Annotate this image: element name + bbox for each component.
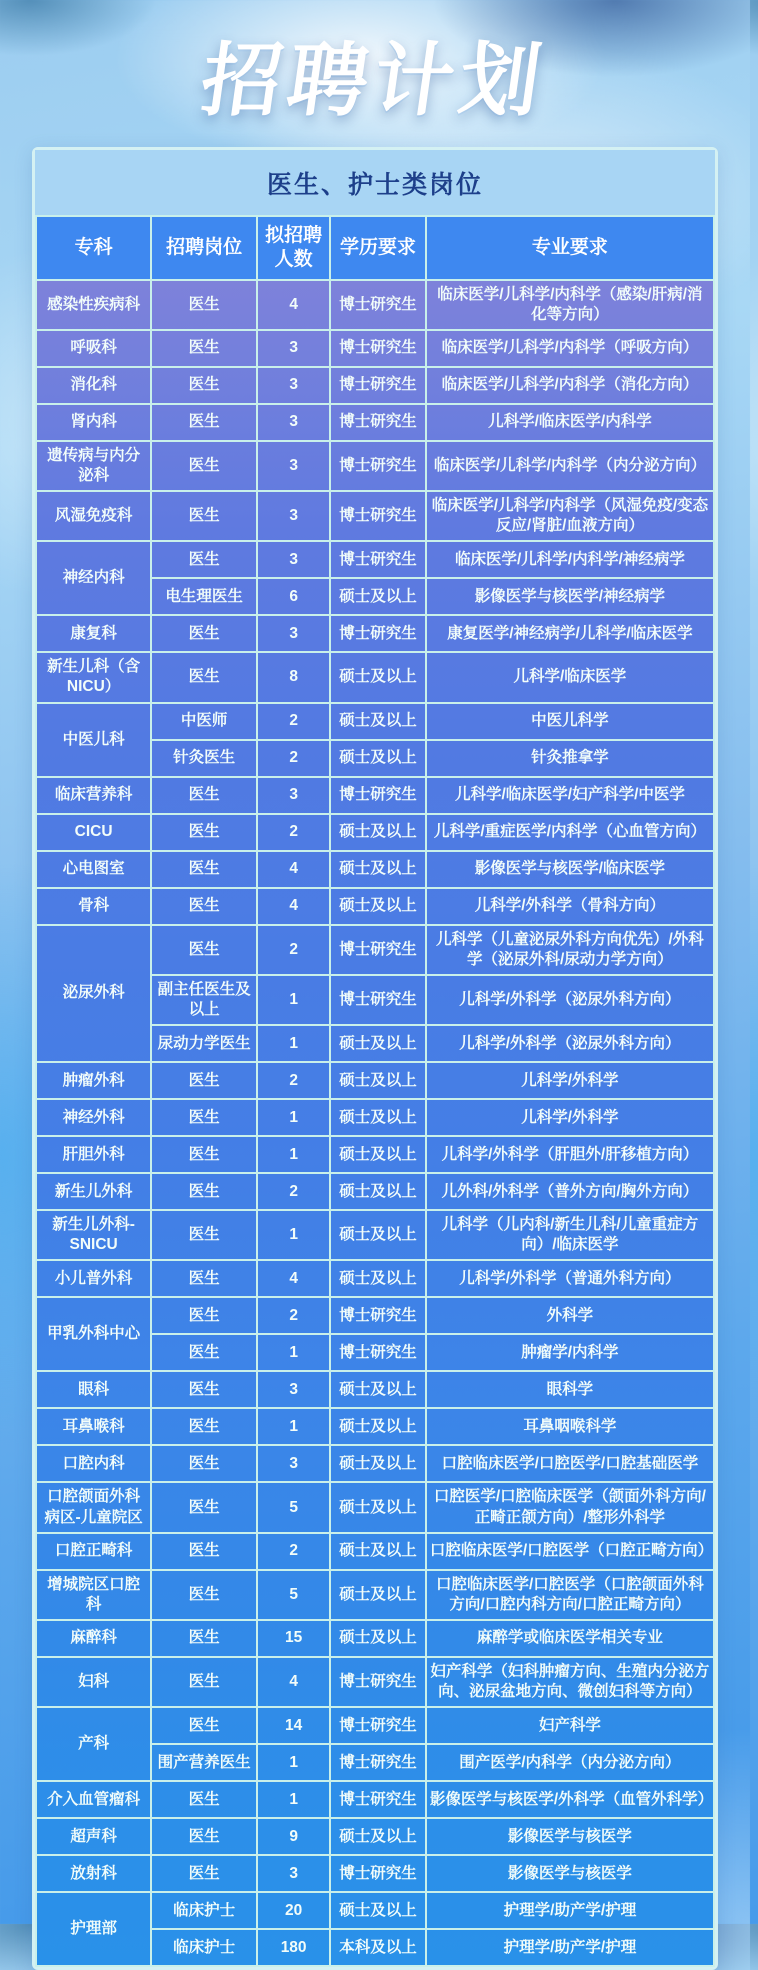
count-cell: 1 xyxy=(257,1408,330,1445)
education-cell: 博士研究生 xyxy=(330,367,426,404)
count-cell: 2 xyxy=(257,1533,330,1570)
education-cell: 博士研究生 xyxy=(330,441,426,491)
table-row xyxy=(36,851,714,888)
major-cell: 临床医学/儿科学/内科学（呼吸方向） xyxy=(426,330,714,367)
position-cell: 医生 xyxy=(151,1334,257,1371)
count-cell: 2 xyxy=(257,703,330,740)
count-cell: 3 xyxy=(257,491,330,541)
specialty-cell: 呼吸科 xyxy=(36,330,151,367)
position-cell: 临床护士 xyxy=(151,1929,257,1966)
major-cell: 口腔临床医学/口腔医学（口腔颌面外科方向/口腔内科方向/口腔正畸方向） xyxy=(426,1570,714,1620)
specialty-cell: 肝胆外科 xyxy=(36,1136,151,1173)
count-cell: 20 xyxy=(257,1892,330,1929)
position-cell: 医生 xyxy=(151,441,257,491)
specialty-cell: 眼科 xyxy=(36,1371,151,1408)
education-cell: 博士研究生 xyxy=(330,925,426,975)
education-cell: 博士研究生 xyxy=(330,541,426,578)
specialty-cell: 耳鼻喉科 xyxy=(36,1408,151,1445)
count-cell: 4 xyxy=(257,1657,330,1707)
education-cell: 硕士及以上 xyxy=(330,703,426,740)
position-cell: 医生 xyxy=(151,1099,257,1136)
specialty-cell: 新生儿科（含NICU） xyxy=(36,652,151,702)
count-cell: 3 xyxy=(257,1445,330,1482)
header-specialty: 专科 xyxy=(36,216,151,280)
table-row xyxy=(36,1855,714,1892)
education-cell: 博士研究生 xyxy=(330,330,426,367)
specialty-cell: 泌尿外科 xyxy=(36,925,151,1063)
table-row xyxy=(36,1260,714,1297)
education-cell: 硕士及以上 xyxy=(330,1260,426,1297)
table-row xyxy=(36,1818,714,1855)
position-cell: 医生 xyxy=(151,1657,257,1707)
position-cell: 医生 xyxy=(151,1062,257,1099)
count-cell: 3 xyxy=(257,404,330,441)
specialty-cell: 超声科 xyxy=(36,1818,151,1855)
specialty-cell: 麻醉科 xyxy=(36,1620,151,1657)
position-cell: 医生 xyxy=(151,888,257,925)
education-cell: 硕士及以上 xyxy=(330,1892,426,1929)
table-header xyxy=(36,216,714,280)
page-title xyxy=(0,16,758,131)
position-cell: 医生 xyxy=(151,777,257,814)
count-cell: 3 xyxy=(257,330,330,367)
major-cell: 影像医学与核医学/临床医学 xyxy=(426,851,714,888)
position-cell: 医生 xyxy=(151,1210,257,1260)
table-row xyxy=(36,1445,714,1482)
table-row xyxy=(36,1657,714,1707)
table-row xyxy=(36,541,714,578)
position-cell: 医生 xyxy=(151,1408,257,1445)
major-cell: 儿科学/临床医学/内科学 xyxy=(426,404,714,441)
count-cell: 15 xyxy=(257,1620,330,1657)
specialty-cell: 康复科 xyxy=(36,615,151,652)
major-cell: 眼科学 xyxy=(426,1371,714,1408)
major-cell: 护理学/助产学/护理 xyxy=(426,1929,714,1966)
major-cell: 麻醉学或临床医学相关专业 xyxy=(426,1620,714,1657)
count-cell: 1 xyxy=(257,975,330,1025)
table-row xyxy=(36,367,714,404)
table-row xyxy=(36,925,714,975)
major-cell: 儿科学/临床医学 xyxy=(426,652,714,702)
education-cell: 博士研究生 xyxy=(330,491,426,541)
position-cell: 医生 xyxy=(151,1620,257,1657)
count-cell: 3 xyxy=(257,367,330,404)
count-cell: 2 xyxy=(257,925,330,975)
major-cell: 儿科学/外科学（普通外科方向） xyxy=(426,1260,714,1297)
major-cell: 外科学 xyxy=(426,1297,714,1334)
recruitment-panel xyxy=(32,147,718,1970)
education-cell: 硕士及以上 xyxy=(330,1371,426,1408)
major-cell: 儿科学/临床医学/妇产科学/中医学 xyxy=(426,777,714,814)
count-cell: 2 xyxy=(257,1297,330,1334)
header-row xyxy=(36,216,714,280)
specialty-cell: 甲乳外科中心 xyxy=(36,1297,151,1371)
table-row xyxy=(36,888,714,925)
table-row xyxy=(36,1297,714,1334)
major-cell: 临床医学/儿科学/内科学（内分泌方向） xyxy=(426,441,714,491)
education-cell: 博士研究生 xyxy=(330,1657,426,1707)
education-cell: 博士研究生 xyxy=(330,280,426,330)
position-cell: 医生 xyxy=(151,1136,257,1173)
education-cell: 硕士及以上 xyxy=(330,652,426,702)
count-cell: 1 xyxy=(257,1099,330,1136)
education-cell: 博士研究生 xyxy=(330,1855,426,1892)
education-cell: 硕士及以上 xyxy=(330,888,426,925)
position-cell: 医生 xyxy=(151,851,257,888)
major-cell: 临床医学/儿科学/内科学（消化方向） xyxy=(426,367,714,404)
count-cell: 4 xyxy=(257,888,330,925)
count-cell: 2 xyxy=(257,1173,330,1210)
major-cell: 护理学/助产学/护理 xyxy=(426,1892,714,1929)
position-cell: 医生 xyxy=(151,330,257,367)
major-cell: 针灸推拿学 xyxy=(426,740,714,777)
education-cell: 硕士及以上 xyxy=(330,1408,426,1445)
count-cell: 1 xyxy=(257,1210,330,1260)
education-cell: 博士研究生 xyxy=(330,404,426,441)
position-cell: 医生 xyxy=(151,367,257,404)
specialty-cell: CICU xyxy=(36,814,151,851)
major-cell: 影像医学与核医学/神经病学 xyxy=(426,578,714,615)
position-cell: 医生 xyxy=(151,1781,257,1818)
count-cell: 3 xyxy=(257,777,330,814)
education-cell: 硕士及以上 xyxy=(330,814,426,851)
position-cell: 电生理医生 xyxy=(151,578,257,615)
header-position: 招聘岗位 xyxy=(151,216,257,280)
specialty-cell: 临床营养科 xyxy=(36,777,151,814)
table-row xyxy=(36,491,714,541)
education-cell: 硕士及以上 xyxy=(330,1173,426,1210)
table-row xyxy=(36,441,714,491)
table-row xyxy=(36,1062,714,1099)
page-title-text: 招聘计划 xyxy=(195,36,553,125)
recruitment-table xyxy=(35,215,715,1967)
major-cell: 口腔临床医学/口腔医学/口腔基础医学 xyxy=(426,1445,714,1482)
table-row xyxy=(36,1620,714,1657)
education-cell: 硕士及以上 xyxy=(330,1210,426,1260)
specialty-cell: 中医儿科 xyxy=(36,703,151,777)
count-cell: 5 xyxy=(257,1482,330,1532)
specialty-cell: 增城院区口腔科 xyxy=(36,1570,151,1620)
specialty-cell: 感染性疾病科 xyxy=(36,280,151,330)
major-cell: 围产医学/内科学（内分泌方向） xyxy=(426,1744,714,1781)
education-cell: 博士研究生 xyxy=(330,1297,426,1334)
specialty-cell: 产科 xyxy=(36,1707,151,1781)
education-cell: 硕士及以上 xyxy=(330,1136,426,1173)
count-cell: 1 xyxy=(257,1744,330,1781)
count-cell: 14 xyxy=(257,1707,330,1744)
major-cell: 儿科学/外科学（骨科方向） xyxy=(426,888,714,925)
specialty-cell: 口腔正畸科 xyxy=(36,1533,151,1570)
specialty-cell: 护理部 xyxy=(36,1892,151,1966)
major-cell: 妇产科学 xyxy=(426,1707,714,1744)
specialty-cell: 神经外科 xyxy=(36,1099,151,1136)
major-cell: 妇产科学（妇科肿瘤方向、生殖内分泌方向、泌尿盆地方向、微创妇科等方向） xyxy=(426,1657,714,1707)
count-cell: 4 xyxy=(257,1260,330,1297)
specialty-cell: 新生儿外科-SNICU xyxy=(36,1210,151,1260)
count-cell: 9 xyxy=(257,1818,330,1855)
position-cell: 临床护士 xyxy=(151,1892,257,1929)
specialty-cell: 消化科 xyxy=(36,367,151,404)
count-cell: 2 xyxy=(257,740,330,777)
specialty-cell: 遗传病与内分泌科 xyxy=(36,441,151,491)
count-cell: 4 xyxy=(257,280,330,330)
major-cell: 儿科学（儿内科/新生儿科/儿童重症方向）/临床医学 xyxy=(426,1210,714,1260)
position-cell: 医生 xyxy=(151,1445,257,1482)
education-cell: 本科及以上 xyxy=(330,1929,426,1966)
specialty-cell: 小儿普外科 xyxy=(36,1260,151,1297)
position-cell: 针灸医生 xyxy=(151,740,257,777)
count-cell: 3 xyxy=(257,615,330,652)
specialty-cell: 心电图室 xyxy=(36,851,151,888)
major-cell: 影像医学与核医学/外科学（血管外科学） xyxy=(426,1781,714,1818)
education-cell: 博士研究生 xyxy=(330,975,426,1025)
position-cell: 医生 xyxy=(151,1570,257,1620)
count-cell: 3 xyxy=(257,1855,330,1892)
specialty-cell: 口腔内科 xyxy=(36,1445,151,1482)
table-row xyxy=(36,1099,714,1136)
count-cell: 4 xyxy=(257,851,330,888)
specialty-cell: 肾内科 xyxy=(36,404,151,441)
position-cell: 医生 xyxy=(151,925,257,975)
table-row xyxy=(36,1570,714,1620)
count-cell: 8 xyxy=(257,652,330,702)
education-cell: 硕士及以上 xyxy=(330,851,426,888)
major-cell: 影像医学与核医学 xyxy=(426,1818,714,1855)
count-cell: 5 xyxy=(257,1570,330,1620)
table-body xyxy=(36,280,714,1967)
position-cell: 中医师 xyxy=(151,703,257,740)
position-cell: 尿动力学医生 xyxy=(151,1025,257,1062)
major-cell: 儿科学/重症医学/内科学（心血管方向） xyxy=(426,814,714,851)
count-cell: 3 xyxy=(257,541,330,578)
table-row xyxy=(36,1173,714,1210)
major-cell: 儿科学/外科学 xyxy=(426,1099,714,1136)
position-cell: 医生 xyxy=(151,491,257,541)
position-cell: 医生 xyxy=(151,541,257,578)
count-cell: 1 xyxy=(257,1025,330,1062)
table-row xyxy=(36,615,714,652)
count-cell: 180 xyxy=(257,1929,330,1966)
position-cell: 医生 xyxy=(151,280,257,330)
position-cell: 医生 xyxy=(151,1173,257,1210)
major-cell: 影像医学与核医学 xyxy=(426,1855,714,1892)
count-cell: 2 xyxy=(257,814,330,851)
education-cell: 硕士及以上 xyxy=(330,1099,426,1136)
table-row xyxy=(36,280,714,330)
education-cell: 博士研究生 xyxy=(330,1334,426,1371)
major-cell: 儿科学（儿童泌尿外科方向优先）/外科学（泌尿外科/尿动力学方向） xyxy=(426,925,714,975)
table-row xyxy=(36,1892,714,1929)
major-cell: 儿科学/外科学（泌尿外科方向） xyxy=(426,1025,714,1062)
major-cell: 临床医学/儿科学/内科学（感染/肝病/消化等方向） xyxy=(426,280,714,330)
major-cell: 口腔临床医学/口腔医学（口腔正畸方向） xyxy=(426,1533,714,1570)
header-education: 学历要求 xyxy=(330,216,426,280)
education-cell: 博士研究生 xyxy=(330,777,426,814)
education-cell: 博士研究生 xyxy=(330,615,426,652)
table-row xyxy=(36,1210,714,1260)
table-row xyxy=(36,703,714,740)
section-title: 医生、护士类岗位 xyxy=(35,150,715,215)
major-cell: 康复医学/神经病学/儿科学/临床医学 xyxy=(426,615,714,652)
table-row xyxy=(36,1408,714,1445)
position-cell: 围产营养医生 xyxy=(151,1744,257,1781)
education-cell: 硕士及以上 xyxy=(330,740,426,777)
education-cell: 硕士及以上 xyxy=(330,1533,426,1570)
table-row xyxy=(36,777,714,814)
table-row xyxy=(36,1533,714,1570)
position-cell: 医生 xyxy=(151,1533,257,1570)
major-cell: 耳鼻咽喉科学 xyxy=(426,1408,714,1445)
education-cell: 硕士及以上 xyxy=(330,1062,426,1099)
position-cell: 副主任医生及以上 xyxy=(151,975,257,1025)
major-cell: 临床医学/儿科学/内科学/神经病学 xyxy=(426,541,714,578)
table-row xyxy=(36,1781,714,1818)
education-cell: 硕士及以上 xyxy=(330,1025,426,1062)
major-cell: 临床医学/儿科学/内科学（风湿免疫/变态反应/肾脏/血液方向） xyxy=(426,491,714,541)
specialty-cell: 骨科 xyxy=(36,888,151,925)
table-row xyxy=(36,652,714,702)
count-cell: 6 xyxy=(257,578,330,615)
major-cell: 儿科学/外科学（泌尿外科方向） xyxy=(426,975,714,1025)
table-row xyxy=(36,814,714,851)
specialty-cell: 放射科 xyxy=(36,1855,151,1892)
education-cell: 硕士及以上 xyxy=(330,1482,426,1532)
position-cell: 医生 xyxy=(151,1707,257,1744)
position-cell: 医生 xyxy=(151,814,257,851)
count-cell: 3 xyxy=(257,1371,330,1408)
major-cell: 肿瘤学/内科学 xyxy=(426,1334,714,1371)
specialty-cell: 风湿免疫科 xyxy=(36,491,151,541)
specialty-cell: 神经内科 xyxy=(36,541,151,615)
table-row xyxy=(36,330,714,367)
specialty-cell: 肿瘤外科 xyxy=(36,1062,151,1099)
major-cell: 儿科学/外科学 xyxy=(426,1062,714,1099)
table-row xyxy=(36,1707,714,1744)
specialty-cell: 口腔颌面外科病区-儿童院区 xyxy=(36,1482,151,1532)
major-cell: 儿外科/外科学（普外方向/胸外方向） xyxy=(426,1173,714,1210)
education-cell: 硕士及以上 xyxy=(330,1620,426,1657)
table-row xyxy=(36,1371,714,1408)
count-cell: 2 xyxy=(257,1062,330,1099)
table-row xyxy=(36,1136,714,1173)
header-count: 拟招聘人数 xyxy=(257,216,330,280)
education-cell: 博士研究生 xyxy=(330,1781,426,1818)
position-cell: 医生 xyxy=(151,1818,257,1855)
education-cell: 硕士及以上 xyxy=(330,1818,426,1855)
count-cell: 1 xyxy=(257,1781,330,1818)
position-cell: 医生 xyxy=(151,404,257,441)
specialty-cell: 介入血管瘤科 xyxy=(36,1781,151,1818)
education-cell: 硕士及以上 xyxy=(330,1445,426,1482)
major-cell: 中医儿科学 xyxy=(426,703,714,740)
count-cell: 1 xyxy=(257,1136,330,1173)
education-cell: 博士研究生 xyxy=(330,1744,426,1781)
education-cell: 硕士及以上 xyxy=(330,578,426,615)
position-cell: 医生 xyxy=(151,1482,257,1532)
header-major: 专业要求 xyxy=(426,216,714,280)
position-cell: 医生 xyxy=(151,615,257,652)
education-cell: 博士研究生 xyxy=(330,1707,426,1744)
major-cell: 口腔医学/口腔临床医学（颌面外科方向/正畸正颌方向）/整形外科学 xyxy=(426,1482,714,1532)
major-cell: 儿科学/外科学（肝胆外/肝移植方向） xyxy=(426,1136,714,1173)
specialty-cell: 新生儿外科 xyxy=(36,1173,151,1210)
count-cell: 1 xyxy=(257,1334,330,1371)
position-cell: 医生 xyxy=(151,652,257,702)
specialty-cell: 妇科 xyxy=(36,1657,151,1707)
education-cell: 硕士及以上 xyxy=(330,1570,426,1620)
position-cell: 医生 xyxy=(151,1297,257,1334)
position-cell: 医生 xyxy=(151,1371,257,1408)
table-row xyxy=(36,404,714,441)
position-cell: 医生 xyxy=(151,1260,257,1297)
position-cell: 医生 xyxy=(151,1855,257,1892)
count-cell: 3 xyxy=(257,441,330,491)
table-row xyxy=(36,1482,714,1532)
